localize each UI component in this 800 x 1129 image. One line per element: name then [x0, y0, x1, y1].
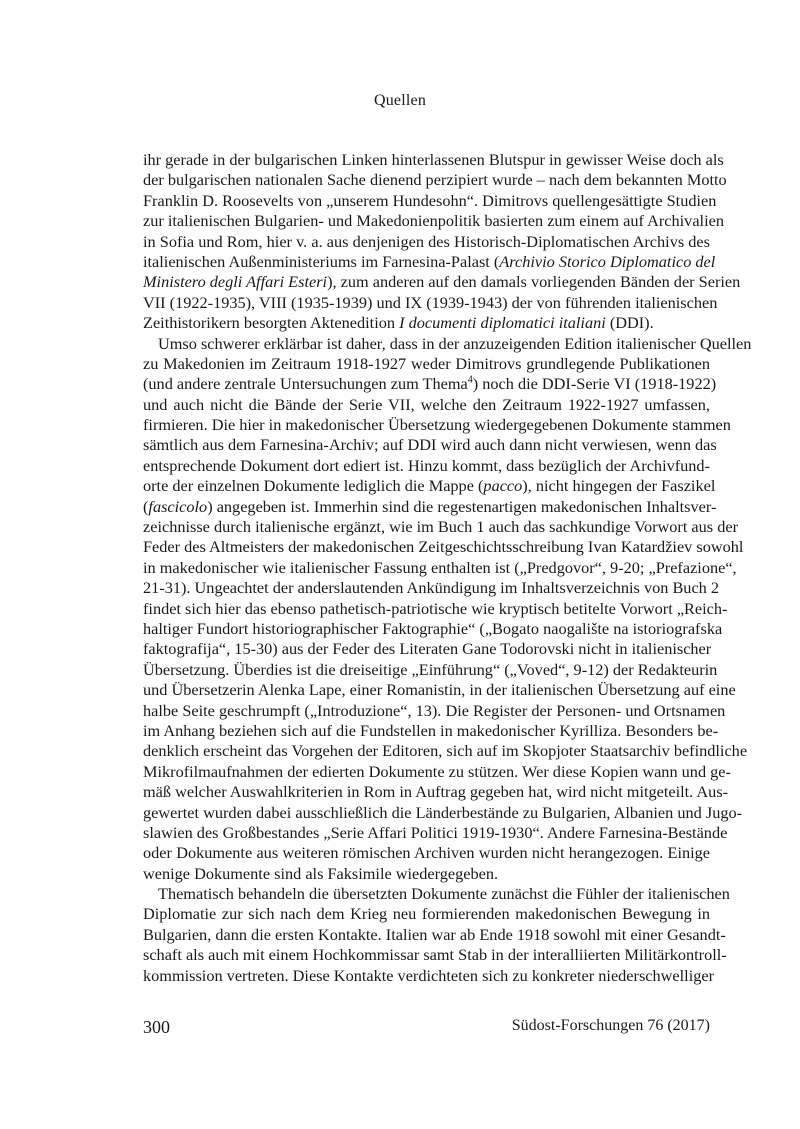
text-run: ) angegeben ist. Immerhin sind die regestenartigen makedonischen Inhaltsver-: [207, 496, 717, 516]
text-run: (DDI).: [605, 313, 654, 333]
paragraph: [143, 150, 741, 334]
text-run: Franklin D. Roosevelts von „unserem Hundesohn“. Dimitrovs quellengesättigte Studien: [143, 190, 717, 210]
text-line: [143, 924, 726, 945]
text-line: [143, 170, 727, 190]
italic-title: Ministero degli Affari Esteri: [143, 272, 328, 292]
text-line: [143, 232, 710, 252]
text-line: [143, 618, 723, 639]
text-run: entsprechende Dokument dort ediert ist. Hinzu kommt, dass bezüglich der Archivfund-: [143, 455, 710, 475]
text-line: [143, 578, 720, 598]
text-line: [143, 517, 738, 537]
text-run: der bulgarischen nationalen Sache dienend perzipiert wurde – nach dem bekannten Motto: [143, 170, 727, 190]
running-title: Quellen: [373, 92, 427, 109]
page-number: 300: [143, 1017, 170, 1037]
text-run: halbe Seite geschrumpft („Introduzione“, 13). Die Register der Personen- und Ortsnamen: [143, 700, 726, 720]
text-line: [143, 884, 730, 904]
text-line: [143, 700, 726, 721]
text-run: findet sich hier das ebenso pathetisch-patriotische wie kryptisch betitelte Vorwort „Reich-: [143, 598, 728, 618]
text-line: [143, 945, 727, 965]
text-line: [143, 761, 731, 782]
text-line: [143, 680, 736, 700]
italic-title: fascicolo: [148, 496, 208, 516]
text-line: [143, 537, 744, 557]
text-run: sämtlich aus dem Farnesina-Archiv; auf DDI wird auch dann nicht verwiesen, wenn das: [143, 435, 717, 455]
text-line: [143, 598, 728, 619]
text-run: in makedonischer wie italienischer Fassung enthalten ist („Predgovor“, 9-20; „Prefazione“,: [143, 557, 737, 577]
text-run: zeichnisse durch italienische ergänzt, wie im Buch 1 auch das sachkundige Vorwort aus der: [143, 517, 738, 537]
text-run: im Anhang beziehen sich auf die Fundstellen in makedonischer Kyrilliza. Besonders be-: [143, 720, 719, 740]
text-run: denklich erscheint das Vorgehen der Editoren, sich auf im Skopjoter Staatsarchiv befindliche: [143, 741, 748, 761]
text-run: Feder des Altmeisters der makedonischen Zeitgeschichtsschreibung Ivan Katardžiev sowohl: [143, 537, 744, 557]
text-line: [143, 150, 724, 170]
footnote-marker: 4: [467, 374, 473, 386]
text-line: [143, 802, 743, 823]
text-run: und auch nicht die Bände der Serie VII, welche den Zeitraum 1922-1927 umfassen,: [143, 394, 710, 414]
text-run: in Sofia und Rom, hier v. a. aus denjenigen des Historisch-Diplomatischen Archivs des: [143, 231, 710, 251]
text-line: [143, 904, 710, 924]
text-line: [143, 313, 710, 333]
italic-title: I documenti diplomatici italiani: [399, 313, 606, 333]
text-run: oder Dokumente aus weiteren römischen Archiven wurden nicht herangezogen. Einige: [143, 843, 710, 863]
text-run: ), zum anderen auf den damals vorliegenden Bänden der Serien: [327, 272, 741, 292]
text-run: Diplomatie zur sich nach dem Krieg neu formierenden makedonischen Bewegung in: [143, 904, 710, 924]
paragraph: [143, 333, 752, 885]
text-line: [143, 476, 716, 496]
body-text: [143, 150, 752, 986]
text-run: Übersetzung. Überdies ist die dreiseitige „Einführung“ („Voved“, 9-12) der Redakteurin: [143, 659, 718, 679]
text-line: [143, 864, 710, 884]
text-run: Umso schwerer erklärbar ist daher, dass in der anzuzeigenden Edition italienischer Quellen: [158, 333, 752, 353]
text-run: ihr gerade in der bulgarischen Linken hinterlassenen Blutspur in gewisser Weise doch als: [143, 150, 724, 169]
text-run: Mikrofilmaufnahmen der edierten Dokumente zu stützen. Wer diese Kopien wann und ge-: [143, 761, 731, 781]
text-run: orte der einzelnen Dokumente lediglich die Mappe (: [143, 476, 484, 496]
text-run: (: [143, 496, 149, 516]
text-run: haltiger Fundort historiographischer Faktographie“ („Bogato naogalište na istoriografska: [143, 618, 723, 638]
text-line: [143, 211, 724, 231]
text-line: [143, 374, 717, 394]
text-line: [143, 292, 718, 313]
text-line: [143, 782, 729, 802]
text-line: [143, 333, 752, 354]
text-line: [143, 496, 717, 517]
text-run: 21-31). Ungeachtet der anderslautenden Ankündigung im Inhaltsverzeichnis von Buch 2: [143, 578, 720, 598]
text-run: mäß welcher Auswahlkriterien in Rom in Auftrag gegeben hat, wird nicht mitgeteilt. Aus-: [143, 782, 729, 802]
text-run: firmieren. Die hier in makedonischer Übersetzung wiedergegebenen Dokumente stammen: [143, 415, 731, 435]
text-run: Thematisch behandeln die übersetzten Dokumente zunächst die Fühler der italienischen: [158, 884, 730, 904]
text-run: und Übersetzerin Alenka Lape, einer Romanistin, in der italienischen Übersetzung auf eine: [143, 680, 736, 700]
text-run: (und andere zentrale Untersuchungen zum Thema: [143, 374, 468, 394]
italic-title: Archivio Storico Diplomatico del: [499, 251, 716, 271]
text-run: ), nicht hingegen der Faszikel: [522, 476, 716, 496]
text-line: [143, 557, 737, 578]
text-line: [143, 435, 717, 455]
text-run: wenige Dokumente sind als Faksimile wiedergegeben.: [143, 863, 499, 883]
text-run: kommission vertreten. Diese Kontakte verdichteten sich zu konkreter niederschwelliger: [143, 965, 715, 985]
text-line: [143, 251, 716, 272]
text-run: ) noch die DDI-Serie VI (1918-1922): [472, 374, 717, 394]
text-run: faktografija“, 15-30) aus der Feder des Literaten Gane Todorovski nicht in italienischer: [143, 639, 712, 659]
journal-citation: Südost-Forschungen 76 (2017): [511, 1017, 710, 1034]
text-line: [143, 639, 710, 659]
text-line: [143, 843, 710, 863]
text-line: [143, 741, 748, 761]
text-line: [143, 965, 715, 986]
text-run: gewertet wurden dabei ausschließlich die Länderbestände zu Bulgarien, Albanien und Jugo-: [143, 802, 743, 822]
text-run: slawien des Großbestandes „Serie Affari Politici 1919-1930“. Andere Farnesina-Bestände: [143, 822, 728, 842]
text-line: [143, 415, 731, 435]
text-run: zu Makedonien im Zeitraum 1918-1927 weder Dimitrovs grundlegende Publikationen: [143, 353, 710, 373]
text-run: schaft als auch mit einem Hochkommissar samt Stab in der interalliierten Militärkontroll-: [143, 945, 727, 965]
text-line: [143, 354, 710, 374]
text-line: [143, 272, 741, 292]
text-run: zur italienischen Bulgarien- und Makedonienpolitik basierten zum einem auf Archivalien: [143, 211, 724, 231]
text-line: [143, 720, 719, 741]
paragraph: [143, 884, 730, 986]
text-run: italienischen Außenministeriums im Farnesina-Palast (: [143, 251, 500, 271]
italic-title: pacco: [483, 476, 523, 496]
text-run: Bulgarien, dann die ersten Kontakte. Italien war ab Ende 1918 sowohl mit einer Gesandt-: [143, 924, 726, 944]
text-line: [143, 395, 710, 415]
page-footer: [143, 1017, 710, 1038]
text-line: [143, 190, 717, 211]
text-line: [143, 456, 710, 476]
text-line: [143, 659, 718, 680]
text-run: Zeithistorikern besorgten Aktenedition: [143, 313, 400, 333]
text-run: VII (1922-1935), VIII (1935-1939) und IX (1939-1943) der von führenden italienischen: [143, 292, 718, 312]
text-line: [143, 822, 728, 843]
